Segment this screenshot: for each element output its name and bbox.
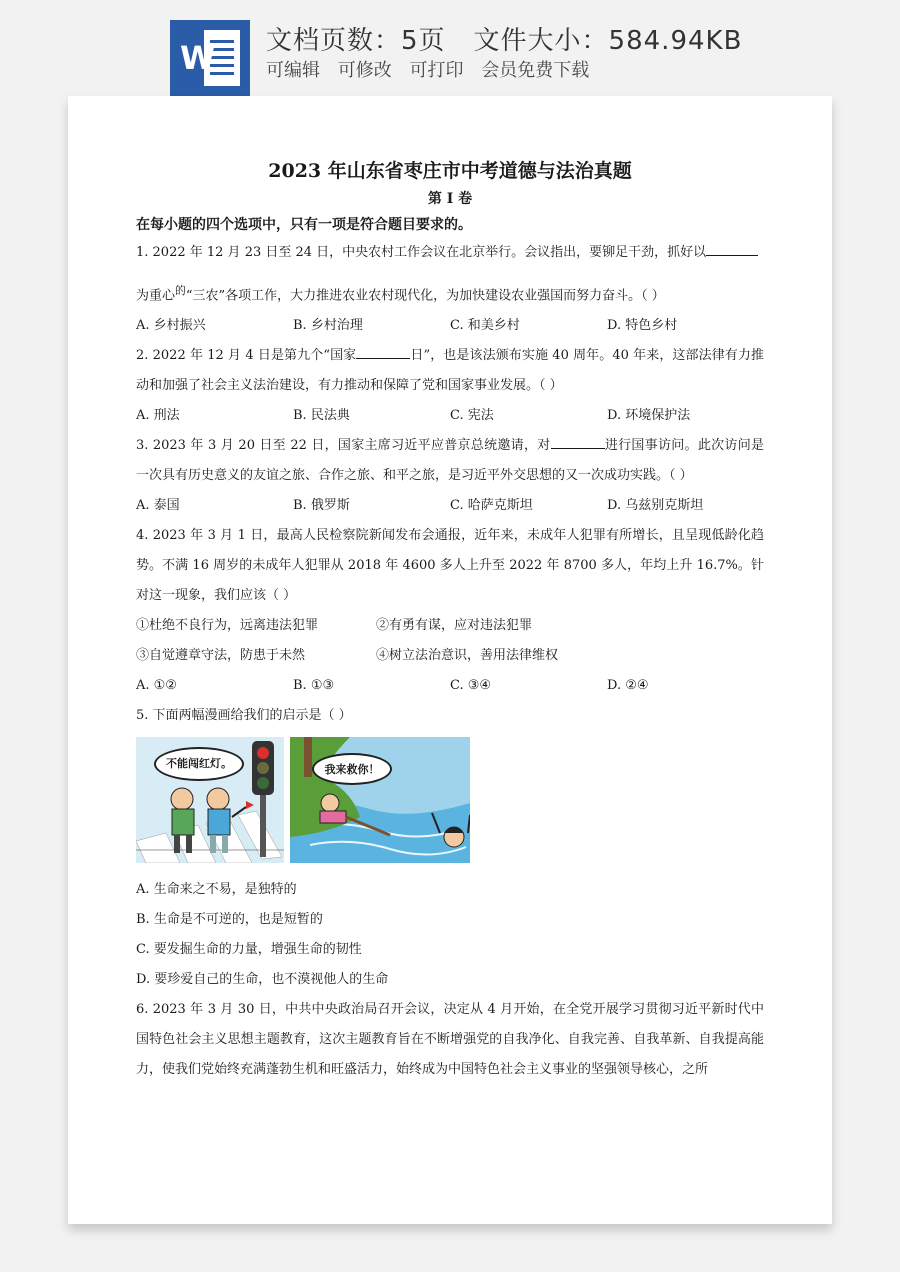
option-d: D. ②④ — [607, 678, 649, 694]
feature-list — [266, 56, 601, 82]
question-5-option-d: D. 要珍爱自己的生命，也不漠视他人的生命 — [136, 972, 389, 988]
option-c: C. 和美乡村 — [450, 318, 520, 334]
speech-bubble-red-light: 不能闯红灯。 — [154, 747, 244, 781]
feature-modifiable: 可修改 — [337, 60, 392, 81]
question-3-text-a: 3. 2023 年 3 月 20 日至 22 日，国家主席习近平应普京总统邀请，对 — [136, 438, 551, 454]
question-4-statements-row1 — [136, 611, 764, 641]
question-1-line2a: 为重心 — [136, 288, 176, 304]
option-a: A. 刑法 — [136, 408, 180, 424]
speech-bubble-rescue: 我来救你！ — [312, 753, 392, 785]
question-2-options — [136, 401, 764, 431]
question-5-option-a: A. 生命来之不易，是独特的 — [136, 882, 297, 898]
cartoon-rescue — [290, 737, 470, 863]
question-5: 5. 下面两幅漫画给我们的启示是（ ） — [136, 708, 352, 724]
option-a: A. 泰国 — [136, 498, 180, 514]
question-2-text-a: 2. 2022 年 12 月 4 日是第九个“国家 — [136, 348, 357, 364]
question-3-text-b: 进行国事访问。此次访问是一次具有历史意义的友谊之旅、合作之旅、和平之旅，是习近平外交思想的又一次成功实践。（ ） — [136, 438, 764, 484]
option-b: B. 民法典 — [293, 408, 350, 424]
statement-2: ②有勇有谋，应对违法犯罪 — [376, 618, 533, 634]
answer-blank — [551, 434, 605, 449]
instruction-text: 在每小题的四个选项中，只有一项是符合题目要求的。 — [136, 217, 472, 233]
option-b: B. ①③ — [293, 678, 335, 694]
option-b: B. 俄罗斯 — [293, 498, 350, 514]
question-5-option-b: B. 生命是不可逆的，也是短暂的 — [136, 912, 323, 928]
question-1-cont — [136, 276, 764, 311]
feature-printable: 可打印 — [409, 60, 464, 81]
question-1 — [136, 238, 764, 268]
question-3-options — [136, 491, 764, 521]
document-content — [136, 152, 764, 1085]
option-a: A. ①② — [136, 678, 177, 694]
question-1-sup: 的 — [175, 284, 186, 297]
question-2 — [136, 341, 764, 401]
option-c: C. 宪法 — [450, 408, 494, 424]
question-5-option-c: C. 要发掘生命的力量，增强生命的韧性 — [136, 942, 362, 958]
statement-4: ④树立法治意识，善用法律维权 — [376, 648, 559, 664]
option-d: D. 特色乡村 — [607, 318, 678, 334]
document-title: 2023 年山东省枣庄市中考道德与法治真题 — [268, 160, 632, 182]
feature-member-download[interactable]: 会员免费下载 — [481, 60, 590, 81]
option-b: B. 乡村治理 — [293, 318, 363, 334]
file-meta — [266, 20, 742, 57]
answer-blank — [706, 241, 758, 256]
option-c: C. ③④ — [450, 678, 492, 694]
section-heading: 第 I 卷 — [427, 191, 473, 207]
question-1-line1: 1. 2022 年 12 月 23 日至 24 日，中央农村工作会议在北京举行。会议指出，要铆足干劲，抓好以 — [136, 245, 707, 260]
question-2-text-b: 日”，也是该法颁布实施 40 周年。40 年来，这部法律有力推动和加强了社会主义法治建设，有力推动和保障了党和国家事业发展。（ ） — [136, 348, 764, 394]
rescue-cartoon-drawing — [290, 737, 470, 863]
option-c: C. 哈萨克斯坦 — [450, 498, 533, 514]
option-a: A. 乡村振兴 — [136, 318, 206, 334]
cartoon-red-light — [136, 737, 284, 863]
answer-blank — [356, 344, 410, 359]
question-6: 6. 2023 年 3 月 30 日，中共中央政治局召开会议，决定从 4 月开始，在全党开展学习贯彻习近平新时代中国特色社会主义思想主题教育，这次主题教育旨在不断增强党的自我净化、自我完善、自我革新、自我提高能力，使我们党始终充满蓬勃生机和旺盛活力，始终成为中国特色社会主义事业的坚强领导核心，之所 — [136, 1002, 764, 1078]
statement-1: ①杜绝不良行为，远离违法犯罪 — [136, 618, 319, 634]
option-d: D. 乌兹别克斯坦 — [607, 498, 704, 514]
word-letter: W — [180, 39, 216, 77]
question-1-line2b: “三农”各项工作，大力推进农业农村现代化，为加快建设农业强国而努力奋斗。（ ） — [185, 288, 665, 304]
question-1-options — [136, 311, 764, 341]
question-4-statements-row2 — [136, 641, 764, 671]
question-4: 4. 2023 年 3 月 1 日，最高人民检察院新闻发布会通报，近年来，未成年人犯罪有所增长，且呈现低龄化趋势。不满 16 周岁的未成年人犯罪从 2018 年 4600 多人上升至 2022 年 8700 多人，年均上升 16.7%。针对这一现象，我们应该（ ） — [136, 528, 764, 604]
question-4-options — [136, 671, 764, 701]
question-5-cartoons — [136, 737, 764, 867]
file-size: 文件大小：584.94KB — [473, 26, 743, 56]
download-header — [0, 0, 900, 96]
document-page — [68, 96, 832, 1224]
word-document-icon — [170, 20, 250, 96]
feature-editable: 可编辑 — [266, 60, 320, 81]
statement-3: ③自觉遵章守法，防患于未然 — [136, 648, 306, 664]
option-d: D. 环境保护法 — [607, 408, 691, 424]
page-count: 文档页数：5页 — [266, 26, 446, 56]
question-3 — [136, 431, 764, 491]
